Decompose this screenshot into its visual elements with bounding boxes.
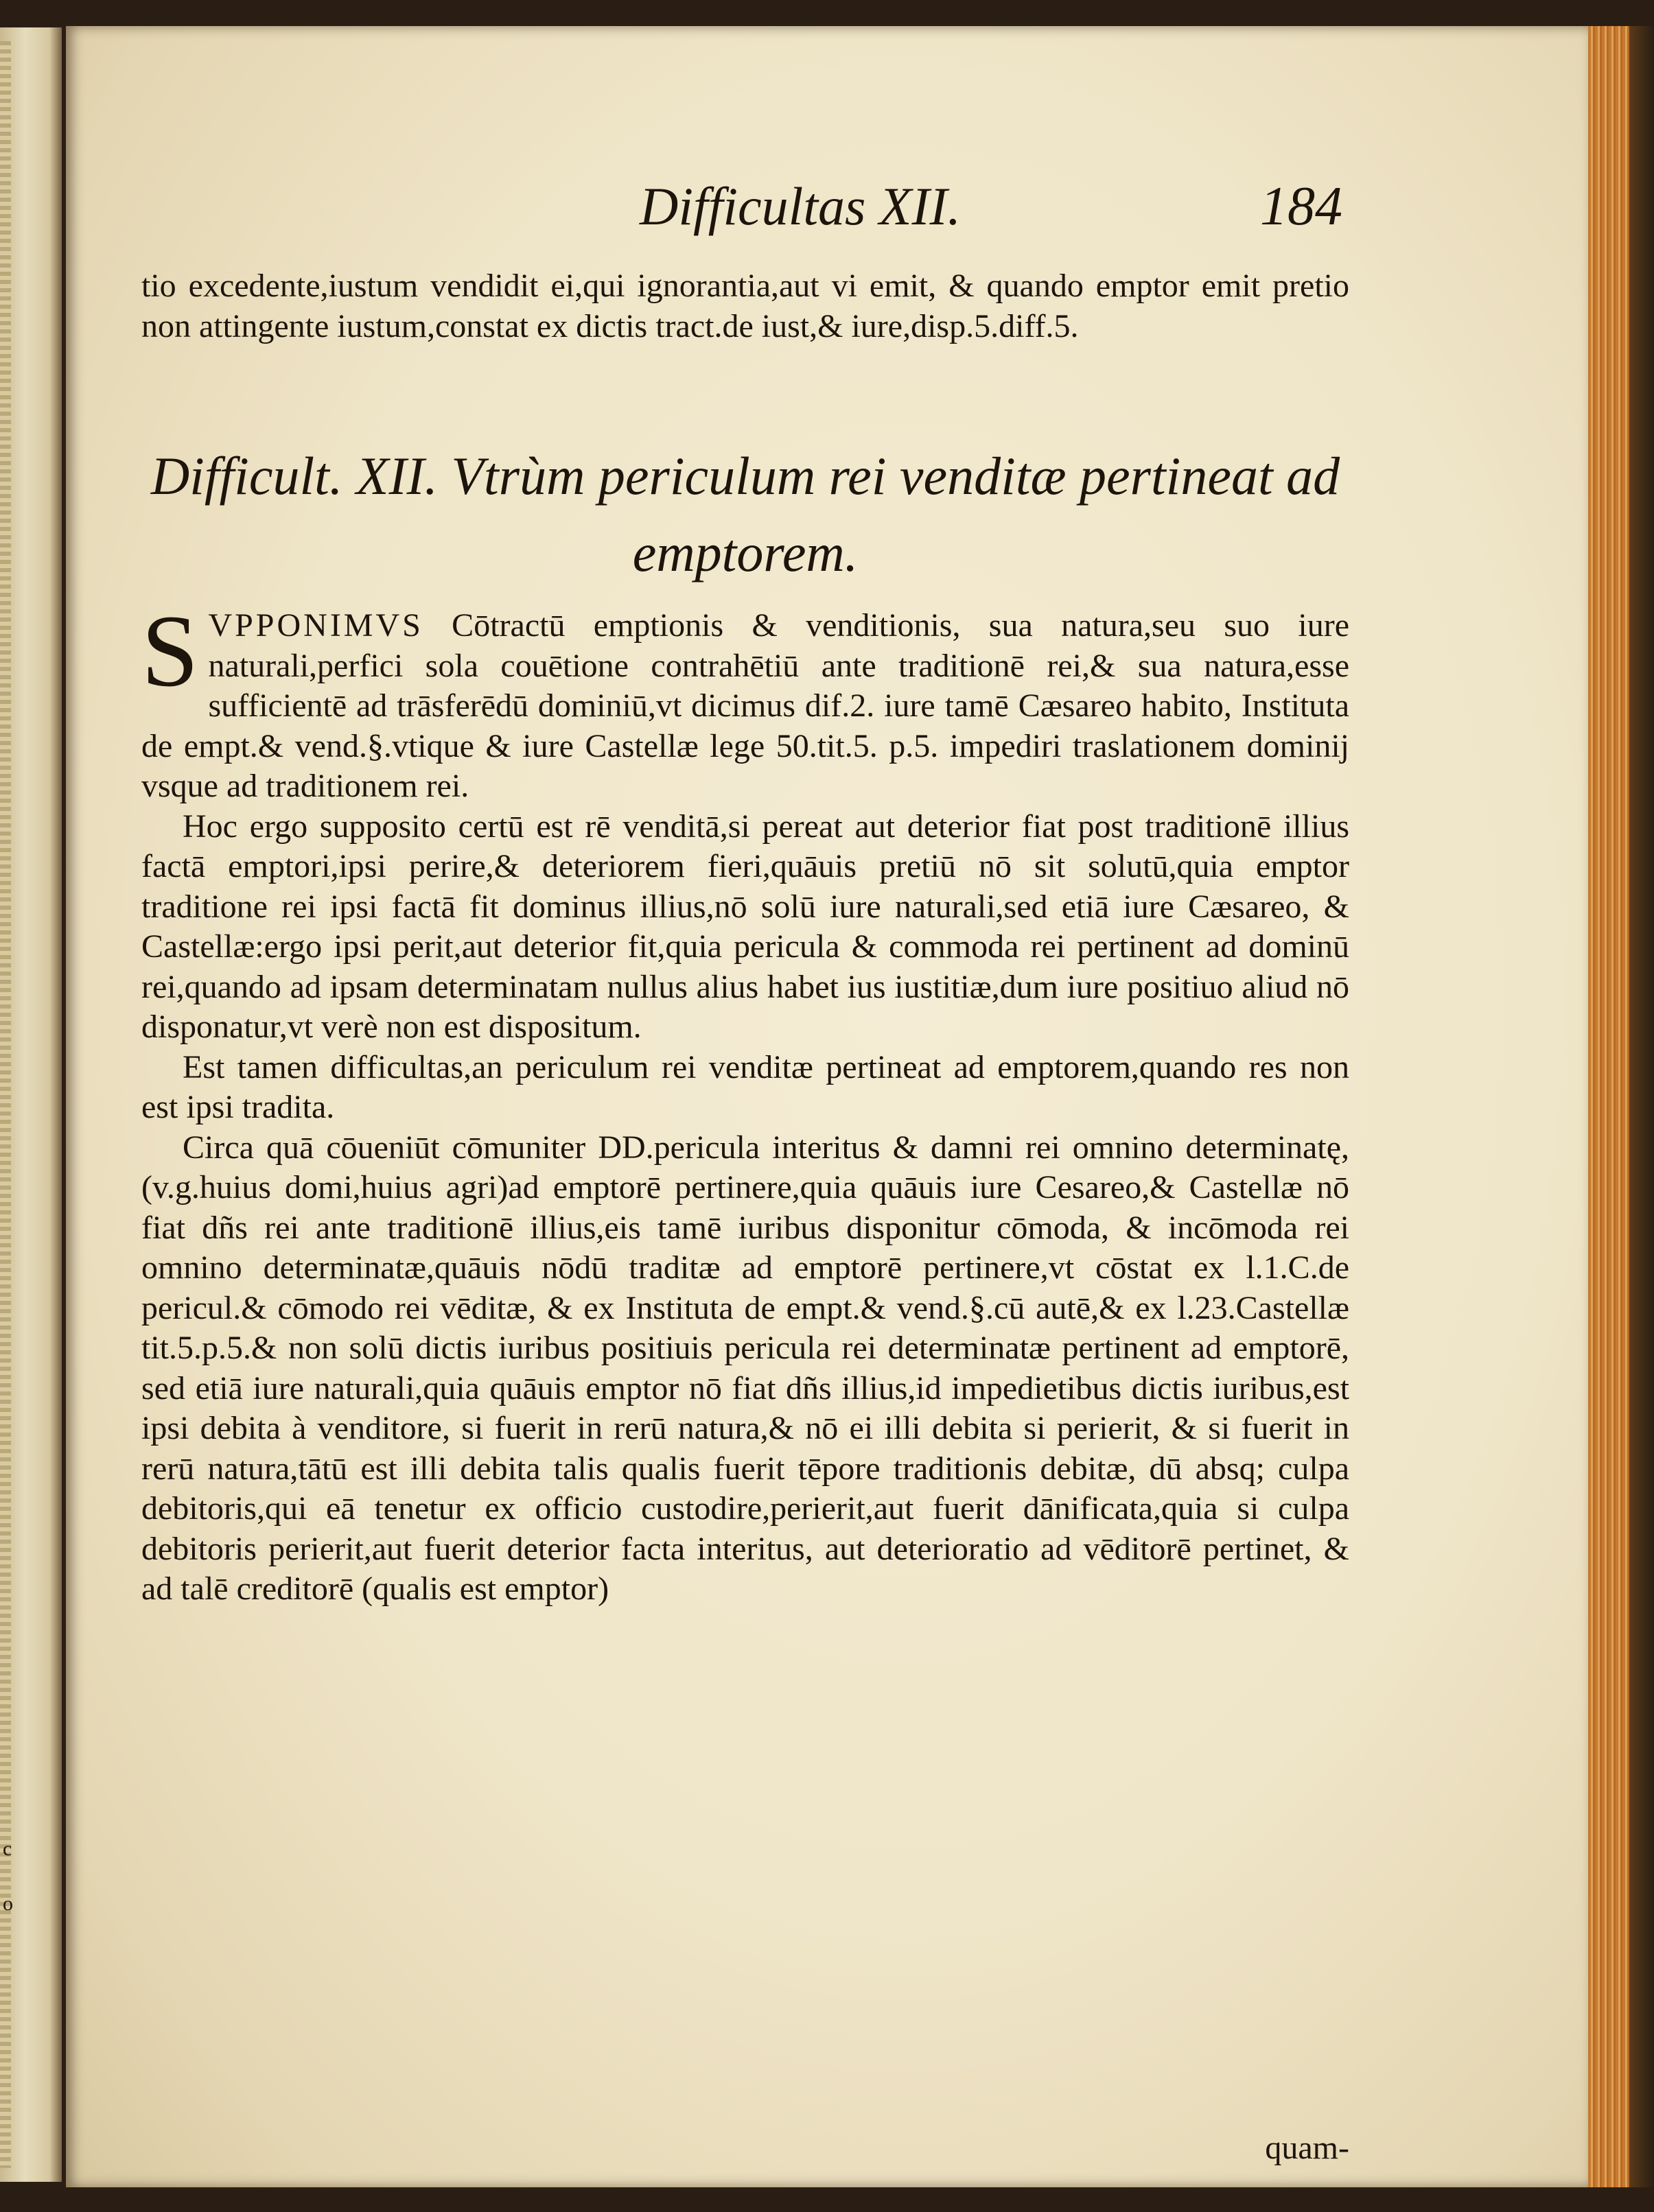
paragraph-1-text: Cōtractū emptionis & venditionis, sua natura,seu suo iure naturali,perfici sola couētione contrahētiū ante traditionē rei,& sua natura,esse sufficientē ad trāsferēdū dominiū,vt dicimus dif.2. iure tamē Cæsareo habito, Instituta de empt.& vend.§.vtique & iure Castellæ lege 50.tit.5. p.5. impediri traslationem dominij vsque ad traditionem rei. — [141, 607, 1349, 804]
running-title: Difficultas XII. — [640, 176, 961, 236]
body-text — [141, 594, 1349, 1610]
first-word: VPPONIMVS — [208, 607, 423, 644]
book-page — [66, 26, 1588, 2187]
running-head — [66, 176, 1588, 251]
facing-page-marginal-letters: c o — [3, 1837, 13, 1915]
page-fore-edge — [1588, 26, 1629, 2187]
binding-shadow — [1629, 26, 1654, 2187]
drop-cap: S — [141, 594, 199, 708]
page-number: 184 — [1260, 176, 1342, 237]
paragraph-1 — [141, 594, 1349, 807]
paragraph-3: Est tamen difficultas,an periculum rei venditæ pertineat ad emptorem,quando res non est ipsi tradita. — [141, 1048, 1349, 1125]
intro-text: tio excedente,iustum vendidit ei,qui ignorantia,aut vi emit, & quando emptor emit pretio non attingente iustum,constat ex dictis tract.de iust,& iure,disp.5.diff.5. — [141, 268, 1349, 344]
section-heading: Difficult. XII. Vtrùm periculum rei venditæ pertineat ad emptorem. — [150, 446, 1340, 583]
paragraph-4: Circa quā cōueniūt cōmuniter DD.pericula interitus & damni rei omnino determinatę,(v.g.huius domi,huius agri)ad emptorē pertinere,quia quāuis iure Cesareo,& Castellæ nō fiat dñs rei ante traditionē illius,eis tamē iuribus disponitur cōmoda, & incōmoda rei omnino determinatæ,quāuis nōdū traditæ ad emptorē pertinere,vt cōstat ex l.1.C.de pericul.& cōmodo rei vēditæ, & ex Instituta de empt.& vend.§.cū autē,& ex l.23.Castellæ tit.5.p.5.& non solū dictis iuribus positiuis pericula rei determinatæ pertinent ad emptorē, sed etiā iure naturali,quia quāuis emptor nō fiat dñs illius,id impedietibus dictis iuribus,est ipsi debita à venditore, si fuerit in rerū natura,& nō ei illi debita si perierit, & si fuerit in rerū natura,tātū est illi debita talis qualis fuerit tēpore traditionis debitæ, dū absq; culpa debitoris,qui eā tenetur ex officio custodire,perierit,aut fuerit dānificata,quia si culpa debitoris perierit,aut fuerit deterior facta interitus, aut deterioratio ad vēditorē pertinet, & ad talē creditorē (qualis est emptor) — [141, 1129, 1349, 1607]
paragraph-2: Hoc ergo supposito certū est rē venditā,si pereat aut deterior fiat post traditionē illius factā emptori,ipsi perire,& deteriorem fieri,quāuis pretiū nō sit solutū,quia emptor traditione rei ipsi factā fit dominus illius,nō solū iure naturali,sed etiā iure Cæsareo, & Castellæ:ergo ipsi perit,aut deterior fit,quia pericula & commoda rei pertinent ad dominū rei,quando ad ipsam determinatam nullus alius habet ius iustitiæ,dum iure positiuo aliud nō disponatur,vt verè non est dispositum. — [141, 808, 1349, 1045]
catchword: quam- — [1265, 2130, 1349, 2166]
